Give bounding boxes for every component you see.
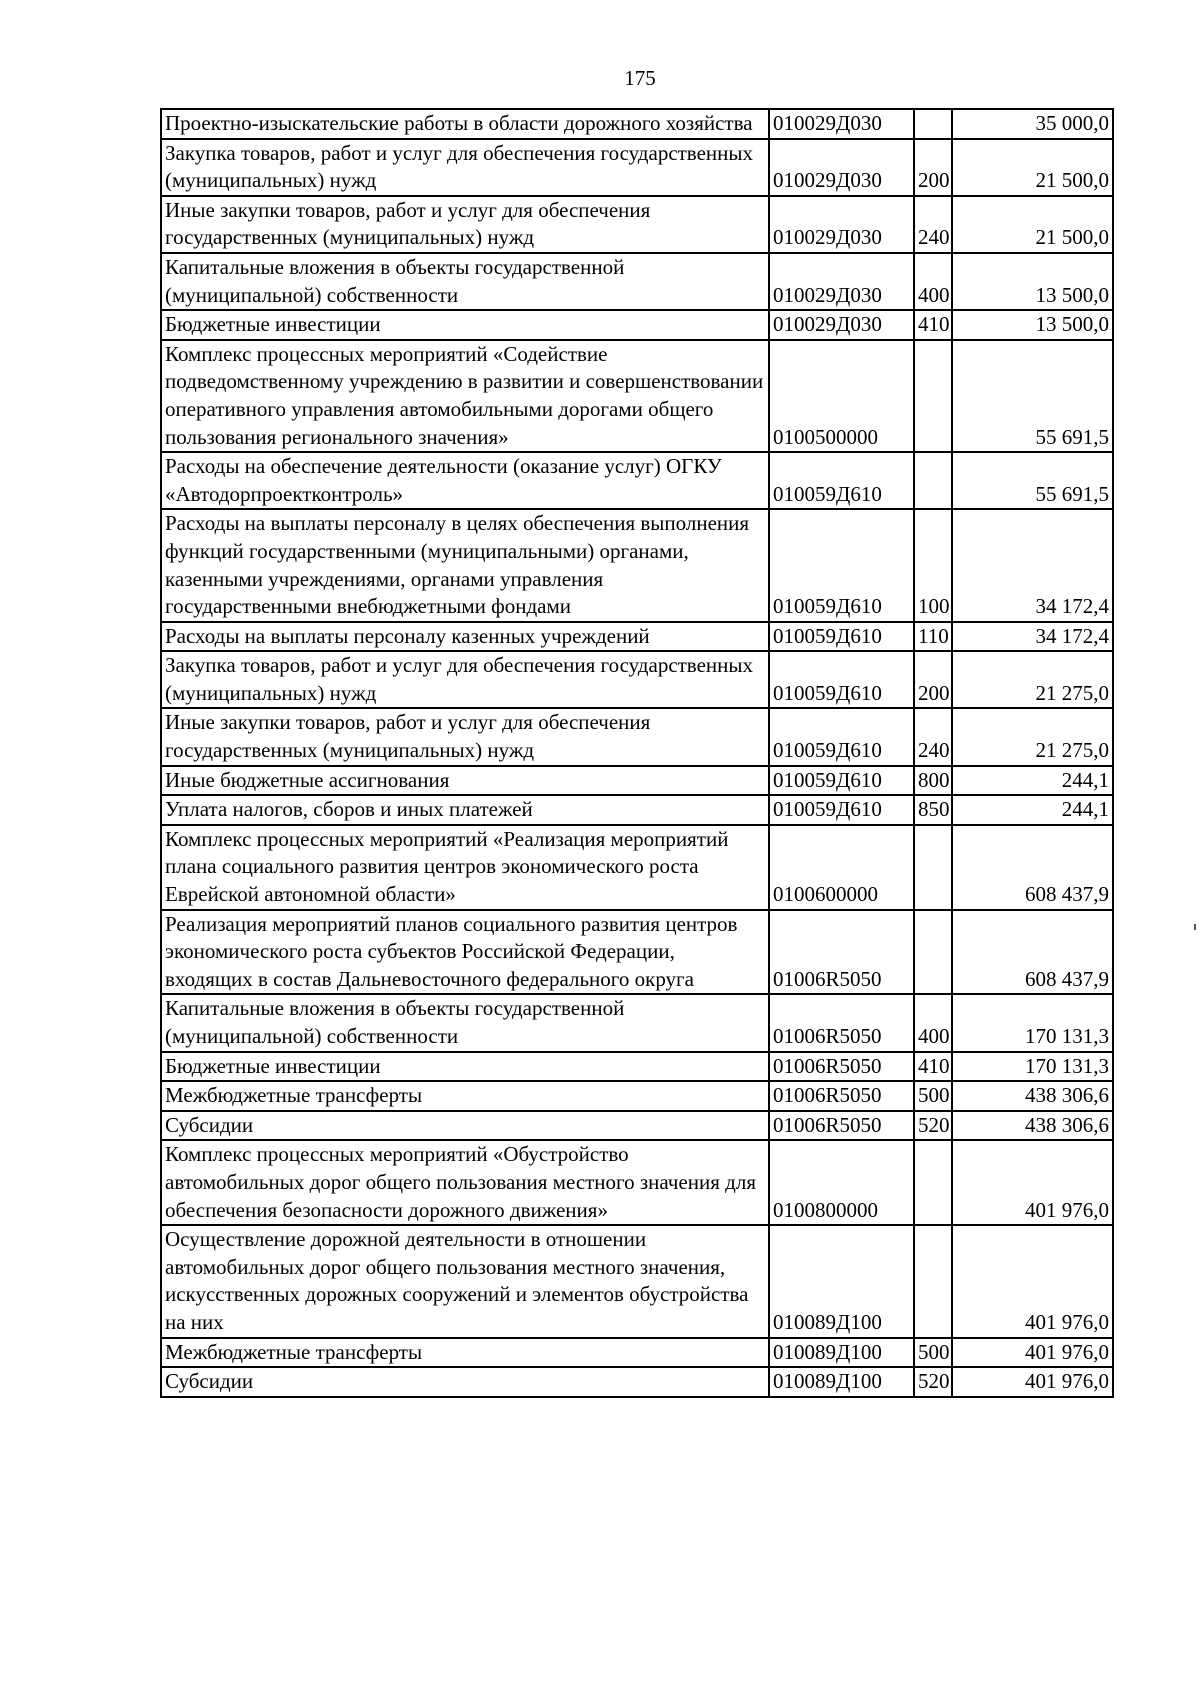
row-name: Комплекс процессных мероприятий «Реализация мероприятий плана социального развития центров экономического роста Еврейской автономной области» (161, 825, 769, 910)
row-sum: 21 275,0 (952, 651, 1113, 708)
row-name: Иные закупки товаров, работ и услуг для обеспечения государственных (муниципальных) нужд (161, 196, 769, 253)
table-row (161, 1367, 1113, 1397)
row-type: 800 (914, 766, 952, 796)
row-name: Осуществление дорожной деятельности в отношении автомобильных дорог общего пользования местного значения, искусственных дорожных сооружений и элементов обустройства на них (161, 1225, 769, 1337)
table-row (161, 139, 1113, 196)
row-type: 500 (914, 1338, 952, 1368)
row-type: 400 (914, 253, 952, 310)
row-sum: 55 691,5 (952, 340, 1113, 452)
table-row (161, 509, 1113, 621)
row-type: 850 (914, 795, 952, 825)
row-code: 010029Д030 (769, 253, 914, 310)
row-code: 010059Д610 (769, 509, 914, 621)
row-sum: 244,1 (952, 795, 1113, 825)
row-code: 0100800000 (769, 1140, 914, 1225)
row-sum: 608 437,9 (952, 910, 1113, 995)
row-code: 01006R5050 (769, 910, 914, 995)
table-row (161, 1111, 1113, 1141)
row-name: Иные бюджетные ассигнования (161, 766, 769, 796)
row-name: Субсидии (161, 1367, 769, 1397)
table-row (161, 310, 1113, 340)
row-name: Расходы на обеспечение деятельности (оказание услуг) ОГКУ «Автодорпроектконтроль» (161, 452, 769, 509)
row-name: Комплекс процессных мероприятий «Обустройство автомобильных дорог общего пользования местного значения для обеспечения безопасности дорожного движения» (161, 1140, 769, 1225)
row-code: 010059Д610 (769, 651, 914, 708)
row-code: 010029Д030 (769, 196, 914, 253)
row-code: 0100600000 (769, 825, 914, 910)
row-type: 240 (914, 196, 952, 253)
row-code: 010029Д030 (769, 310, 914, 340)
row-name: Капитальные вложения в объекты государственной (муниципальной) собственности (161, 253, 769, 310)
table-row (161, 1140, 1113, 1225)
row-code: 010029Д030 (769, 109, 914, 139)
table-row (161, 910, 1113, 995)
scan-edge-mark (1194, 924, 1196, 930)
row-type (914, 1140, 952, 1225)
row-code: 010029Д030 (769, 139, 914, 196)
row-name: Закупка товаров, работ и услуг для обеспечения государственных (муниципальных) нужд (161, 139, 769, 196)
row-sum: 170 131,3 (952, 1052, 1113, 1082)
row-name: Капитальные вложения в объекты государственной (муниципальной) собственности (161, 994, 769, 1051)
row-name: Бюджетные инвестиции (161, 310, 769, 340)
row-code: 01006R5050 (769, 1111, 914, 1141)
table-row (161, 795, 1113, 825)
row-type (914, 1225, 952, 1337)
table-row (161, 452, 1113, 509)
row-name: Субсидии (161, 1111, 769, 1141)
row-type: 410 (914, 310, 952, 340)
row-code: 010089Д100 (769, 1338, 914, 1368)
table-row (161, 622, 1113, 652)
table-row (161, 766, 1113, 796)
row-type: 240 (914, 708, 952, 765)
table-row (161, 109, 1113, 139)
row-name: Уплата налогов, сборов и иных платежей (161, 795, 769, 825)
row-type (914, 910, 952, 995)
row-type: 200 (914, 651, 952, 708)
row-type: 110 (914, 622, 952, 652)
row-name: Бюджетные инвестиции (161, 1052, 769, 1082)
table-row (161, 708, 1113, 765)
row-code: 010089Д100 (769, 1367, 914, 1397)
table-row (161, 651, 1113, 708)
row-code: 01006R5050 (769, 1081, 914, 1111)
row-type: 500 (914, 1081, 952, 1111)
table-row (161, 1052, 1113, 1082)
row-name: Межбюджетные трансферты (161, 1081, 769, 1111)
table-row (161, 1338, 1113, 1368)
row-code: 010089Д100 (769, 1225, 914, 1337)
row-type: 520 (914, 1367, 952, 1397)
row-code: 01006R5050 (769, 994, 914, 1051)
row-code: 0100500000 (769, 340, 914, 452)
row-type (914, 825, 952, 910)
row-sum: 34 172,4 (952, 622, 1113, 652)
row-type: 200 (914, 139, 952, 196)
row-sum: 13 500,0 (952, 310, 1113, 340)
table-row (161, 994, 1113, 1051)
row-name: Иные закупки товаров, работ и услуг для обеспечения государственных (муниципальных) нужд (161, 708, 769, 765)
table-row (161, 825, 1113, 910)
table-row (161, 196, 1113, 253)
row-sum: 401 976,0 (952, 1225, 1113, 1337)
row-name: Расходы на выплаты персоналу казенных учреждений (161, 622, 769, 652)
table-row (161, 340, 1113, 452)
budget-table (160, 108, 1114, 1398)
row-name: Закупка товаров, работ и услуг для обеспечения государственных (муниципальных) нужд (161, 651, 769, 708)
row-type: 520 (914, 1111, 952, 1141)
row-type: 410 (914, 1052, 952, 1082)
row-sum: 34 172,4 (952, 509, 1113, 621)
row-sum: 438 306,6 (952, 1081, 1113, 1111)
row-code: 010059Д610 (769, 622, 914, 652)
row-sum: 401 976,0 (952, 1338, 1113, 1368)
row-sum: 35 000,0 (952, 109, 1113, 139)
row-code: 010059Д610 (769, 766, 914, 796)
budget-table-body (161, 109, 1113, 1397)
row-type (914, 109, 952, 139)
row-type: 400 (914, 994, 952, 1051)
row-code: 010059Д610 (769, 795, 914, 825)
row-sum: 55 691,5 (952, 452, 1113, 509)
table-row (161, 1081, 1113, 1111)
row-name: Межбюджетные трансферты (161, 1338, 769, 1368)
row-sum: 401 976,0 (952, 1367, 1113, 1397)
row-code: 010059Д610 (769, 452, 914, 509)
row-type: 100 (914, 509, 952, 621)
row-sum: 244,1 (952, 766, 1113, 796)
row-sum: 21 500,0 (952, 196, 1113, 253)
row-name: Проектно-изыскательские работы в области дорожного хозяйства (161, 109, 769, 139)
table-row (161, 253, 1113, 310)
row-type (914, 452, 952, 509)
row-sum: 401 976,0 (952, 1140, 1113, 1225)
row-sum: 13 500,0 (952, 253, 1113, 310)
row-sum: 21 275,0 (952, 708, 1113, 765)
row-name: Комплекс процессных мероприятий «Содействие подведомственному учреждению в развитии и совершенствовании оперативного управления автомобильными дорогами общего пользования регионального значения» (161, 340, 769, 452)
row-sum: 438 306,6 (952, 1111, 1113, 1141)
row-code: 01006R5050 (769, 1052, 914, 1082)
row-name: Реализация мероприятий планов социального развития центров экономического роста субъектов Российской Федерации, входящих в состав Дальневосточного федерального округа (161, 910, 769, 995)
row-type (914, 340, 952, 452)
row-sum: 608 437,9 (952, 825, 1113, 910)
row-sum: 21 500,0 (952, 139, 1113, 196)
page-number: 175 (624, 66, 656, 90)
table-row (161, 1225, 1113, 1337)
row-name: Расходы на выплаты персоналу в целях обеспечения выполнения функций государственными (муниципальными) органами, казенными учреждениями, органами управления государственными внебюджетными фондами (161, 509, 769, 621)
row-code: 010059Д610 (769, 708, 914, 765)
row-sum: 170 131,3 (952, 994, 1113, 1051)
